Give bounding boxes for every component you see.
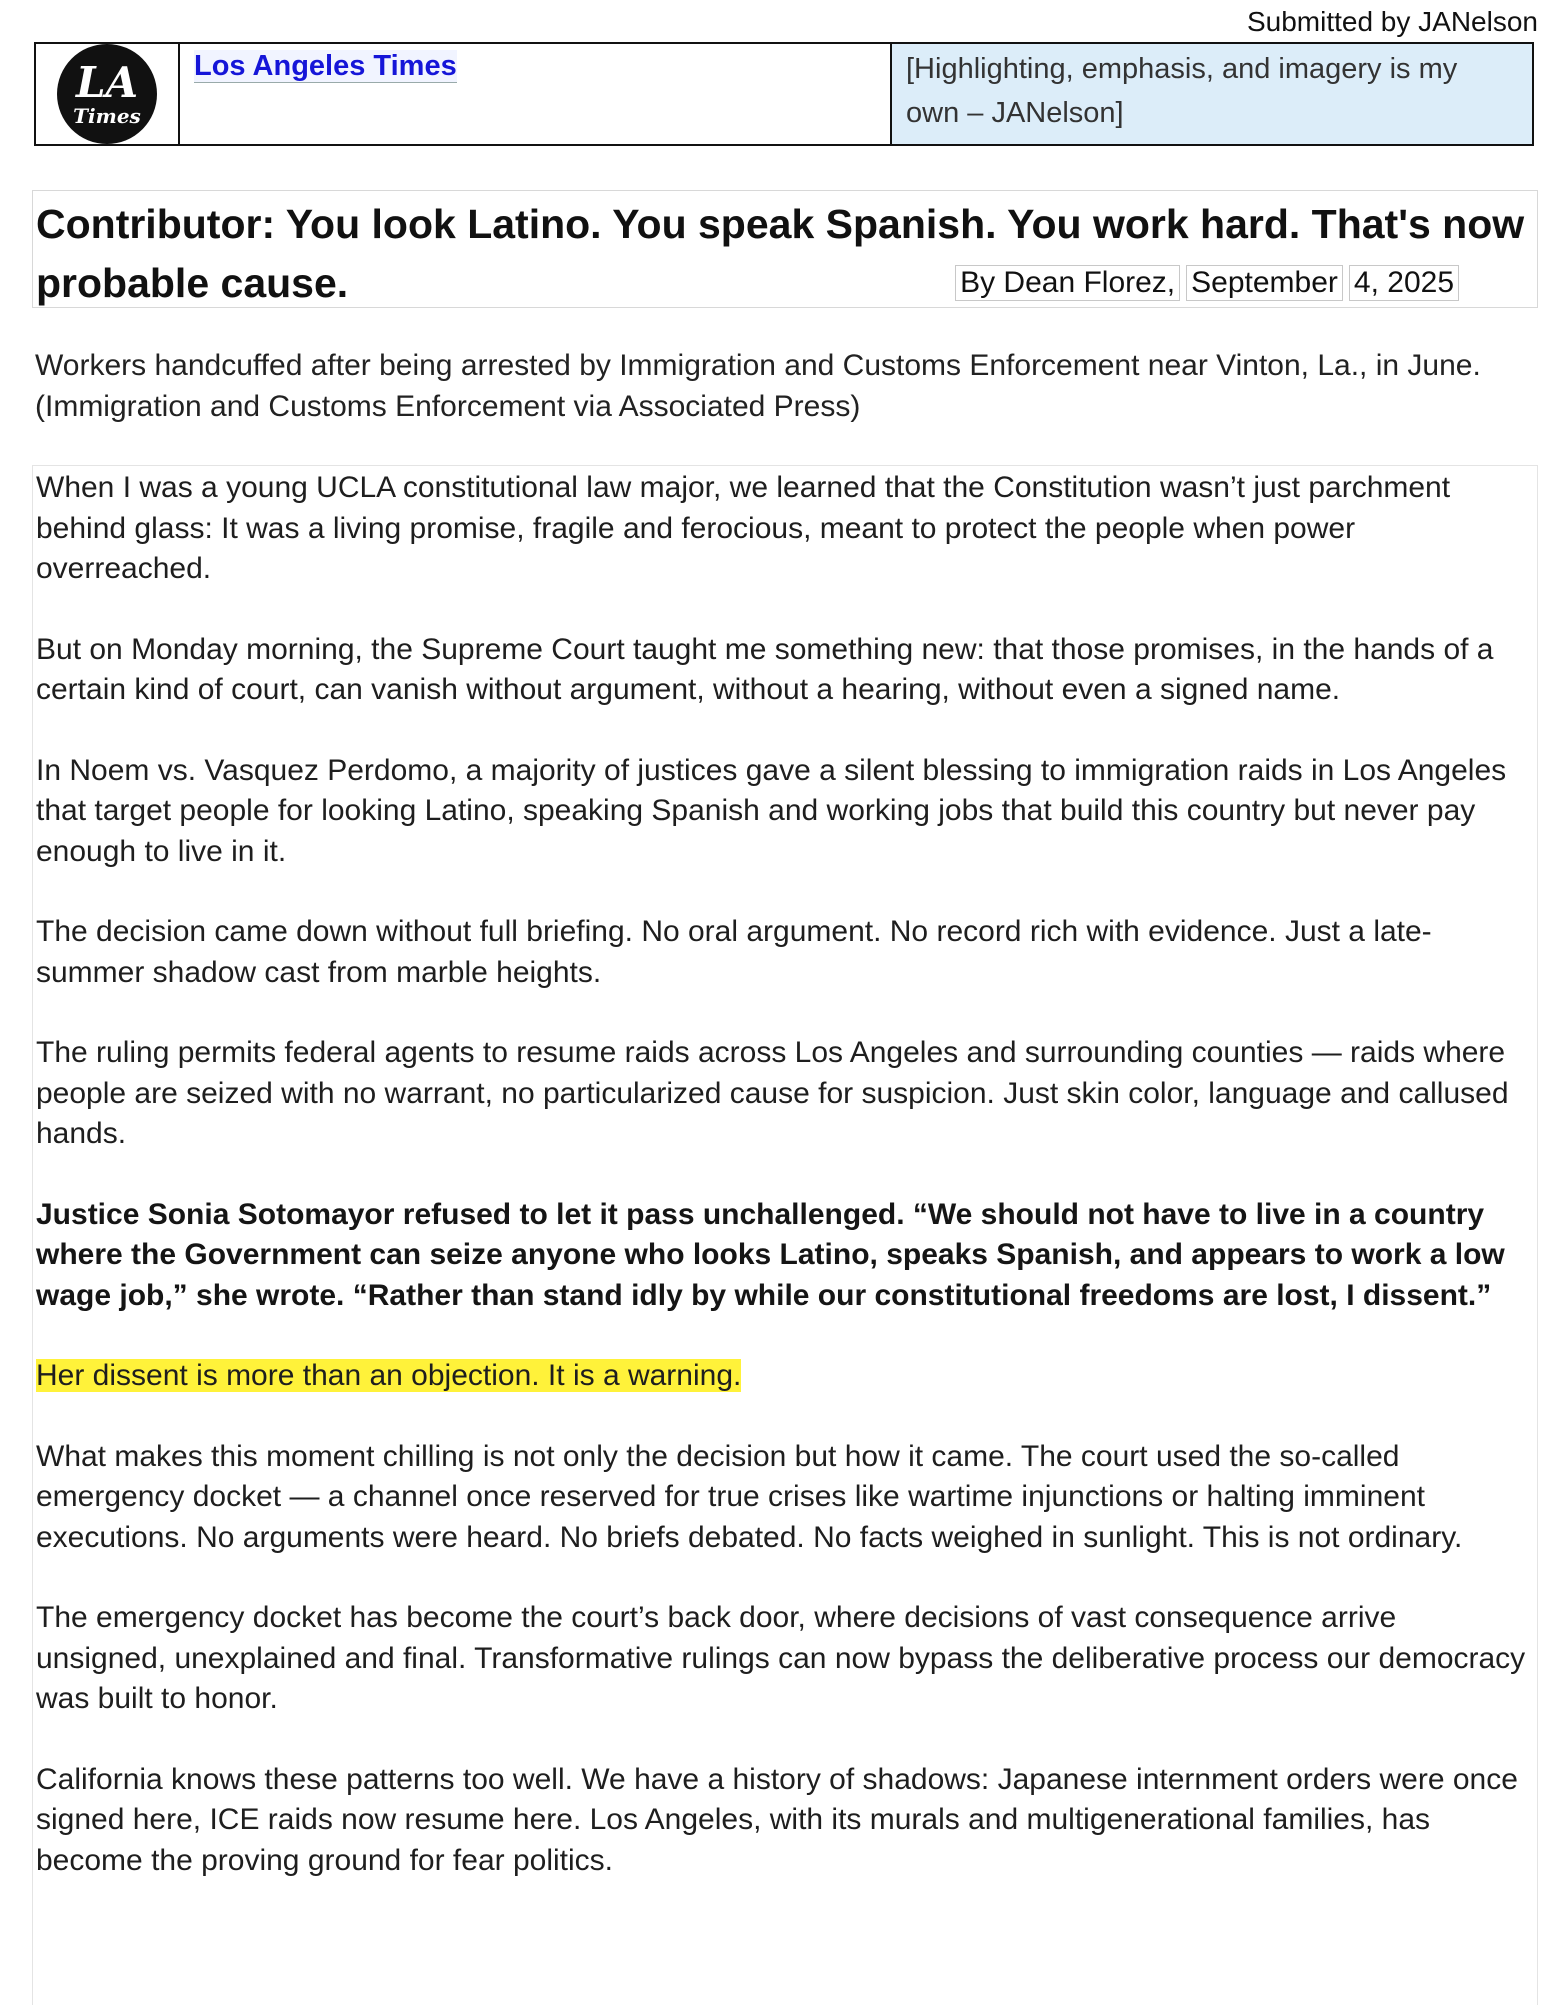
logo-times-text: Times — [73, 104, 141, 128]
paragraph: The ruling permits federal agents to resume raids across Los Angeles and surrounding counties — raids where people are seized with no warrant, no particularized cause for suspicion. Just skin color, language and callused hands. — [36, 1036, 1509, 1150]
headline-box — [32, 190, 1538, 308]
byline — [955, 265, 1459, 301]
byline-date: 4, 2025 — [1349, 265, 1459, 301]
publication-link[interactable]: Los Angeles Times — [194, 50, 457, 82]
la-times-logo — [57, 44, 157, 144]
editor-note: [Highlighting, emphasis, and imagery is my own – JANelson] — [892, 44, 1532, 144]
sotomayor-quote-paragraph: Justice Sonia Sotomayor refused to let it pass unchallenged. “We should not have to live in a country where the Government can seize anyone who looks Latino, speaks Spanish, and appears to work a low wage job,” she wrote. “Rather than stand idly by while our constitutional freedoms are lost, I dissent.” — [36, 1197, 1505, 1312]
paragraph: California knows these patterns too well. We have a history of shadows: Japanese internment orders were once signed here, ICE raids now resume here. Los Angeles, with its murals and multigenerational families, has become the proving ground for fear politics. — [36, 1762, 1518, 1877]
paragraph: What makes this moment chilling is not only the decision but how it came. The court used the so-called emergency docket — a channel once reserved for true crises like wartime injunctions or halting imminent executions. No arguments were heard. No briefs debated. No facts weighed in sunlight. This is not ordinary. — [36, 1439, 1463, 1554]
paragraph: The emergency docket has become the court’s back door, where decisions of vast consequence arrive unsigned, unexplained and final. Transformative rulings can now bypass the deliberative process our democracy was built to honor. — [36, 1601, 1526, 1715]
masthead — [34, 42, 1534, 146]
page-title: Contributor: You look Latino. You speak Spanish. You work hard. That's now probable cause. — [36, 201, 1525, 307]
byline-month: September — [1186, 265, 1343, 301]
submitted-by: Submitted by JANelson — [1246, 6, 1538, 37]
paragraph: The decision came down without full briefing. No oral argument. No record rich with evidence. Just a late-summer shadow cast from marble heights. — [36, 915, 1432, 989]
paragraph: But on Monday morning, the Supreme Court taught me something new: that those promises, in the hands of a certain kind of court, can vanish without argument, without a hearing, without even a signed name. — [36, 632, 1494, 706]
highlighted-paragraph — [36, 1356, 1533, 1397]
paragraph: When I was a young UCLA constitutional law major, we learned that the Constitution wasn’t just parchment behind glass: It was a living promise, fragile and ferocious, meant to protect the people when power overreached. — [36, 471, 1451, 585]
article-body — [32, 465, 1538, 2005]
logo-la-text: LA — [75, 58, 139, 107]
logo-cell — [36, 44, 180, 144]
byline-author: By Dean Florez, — [955, 265, 1180, 301]
highlight-text: Her dissent is more than an objection. It is a warning. — [36, 1359, 742, 1392]
photo-caption: Workers handcuffed after being arrested by Immigration and Customs Enforcement near Vinton, La., in June. (Immigration and Customs Enforcement via Associated Press) — [35, 349, 1481, 423]
paragraph: In Noem vs. Vasquez Perdomo, a majority of justices gave a silent blessing to immigration raids in Los Angeles that target people for looking Latino, speaking Spanish and working jobs that build this country but never pay enough to live in it. — [36, 753, 1507, 868]
publication-cell — [180, 44, 892, 144]
